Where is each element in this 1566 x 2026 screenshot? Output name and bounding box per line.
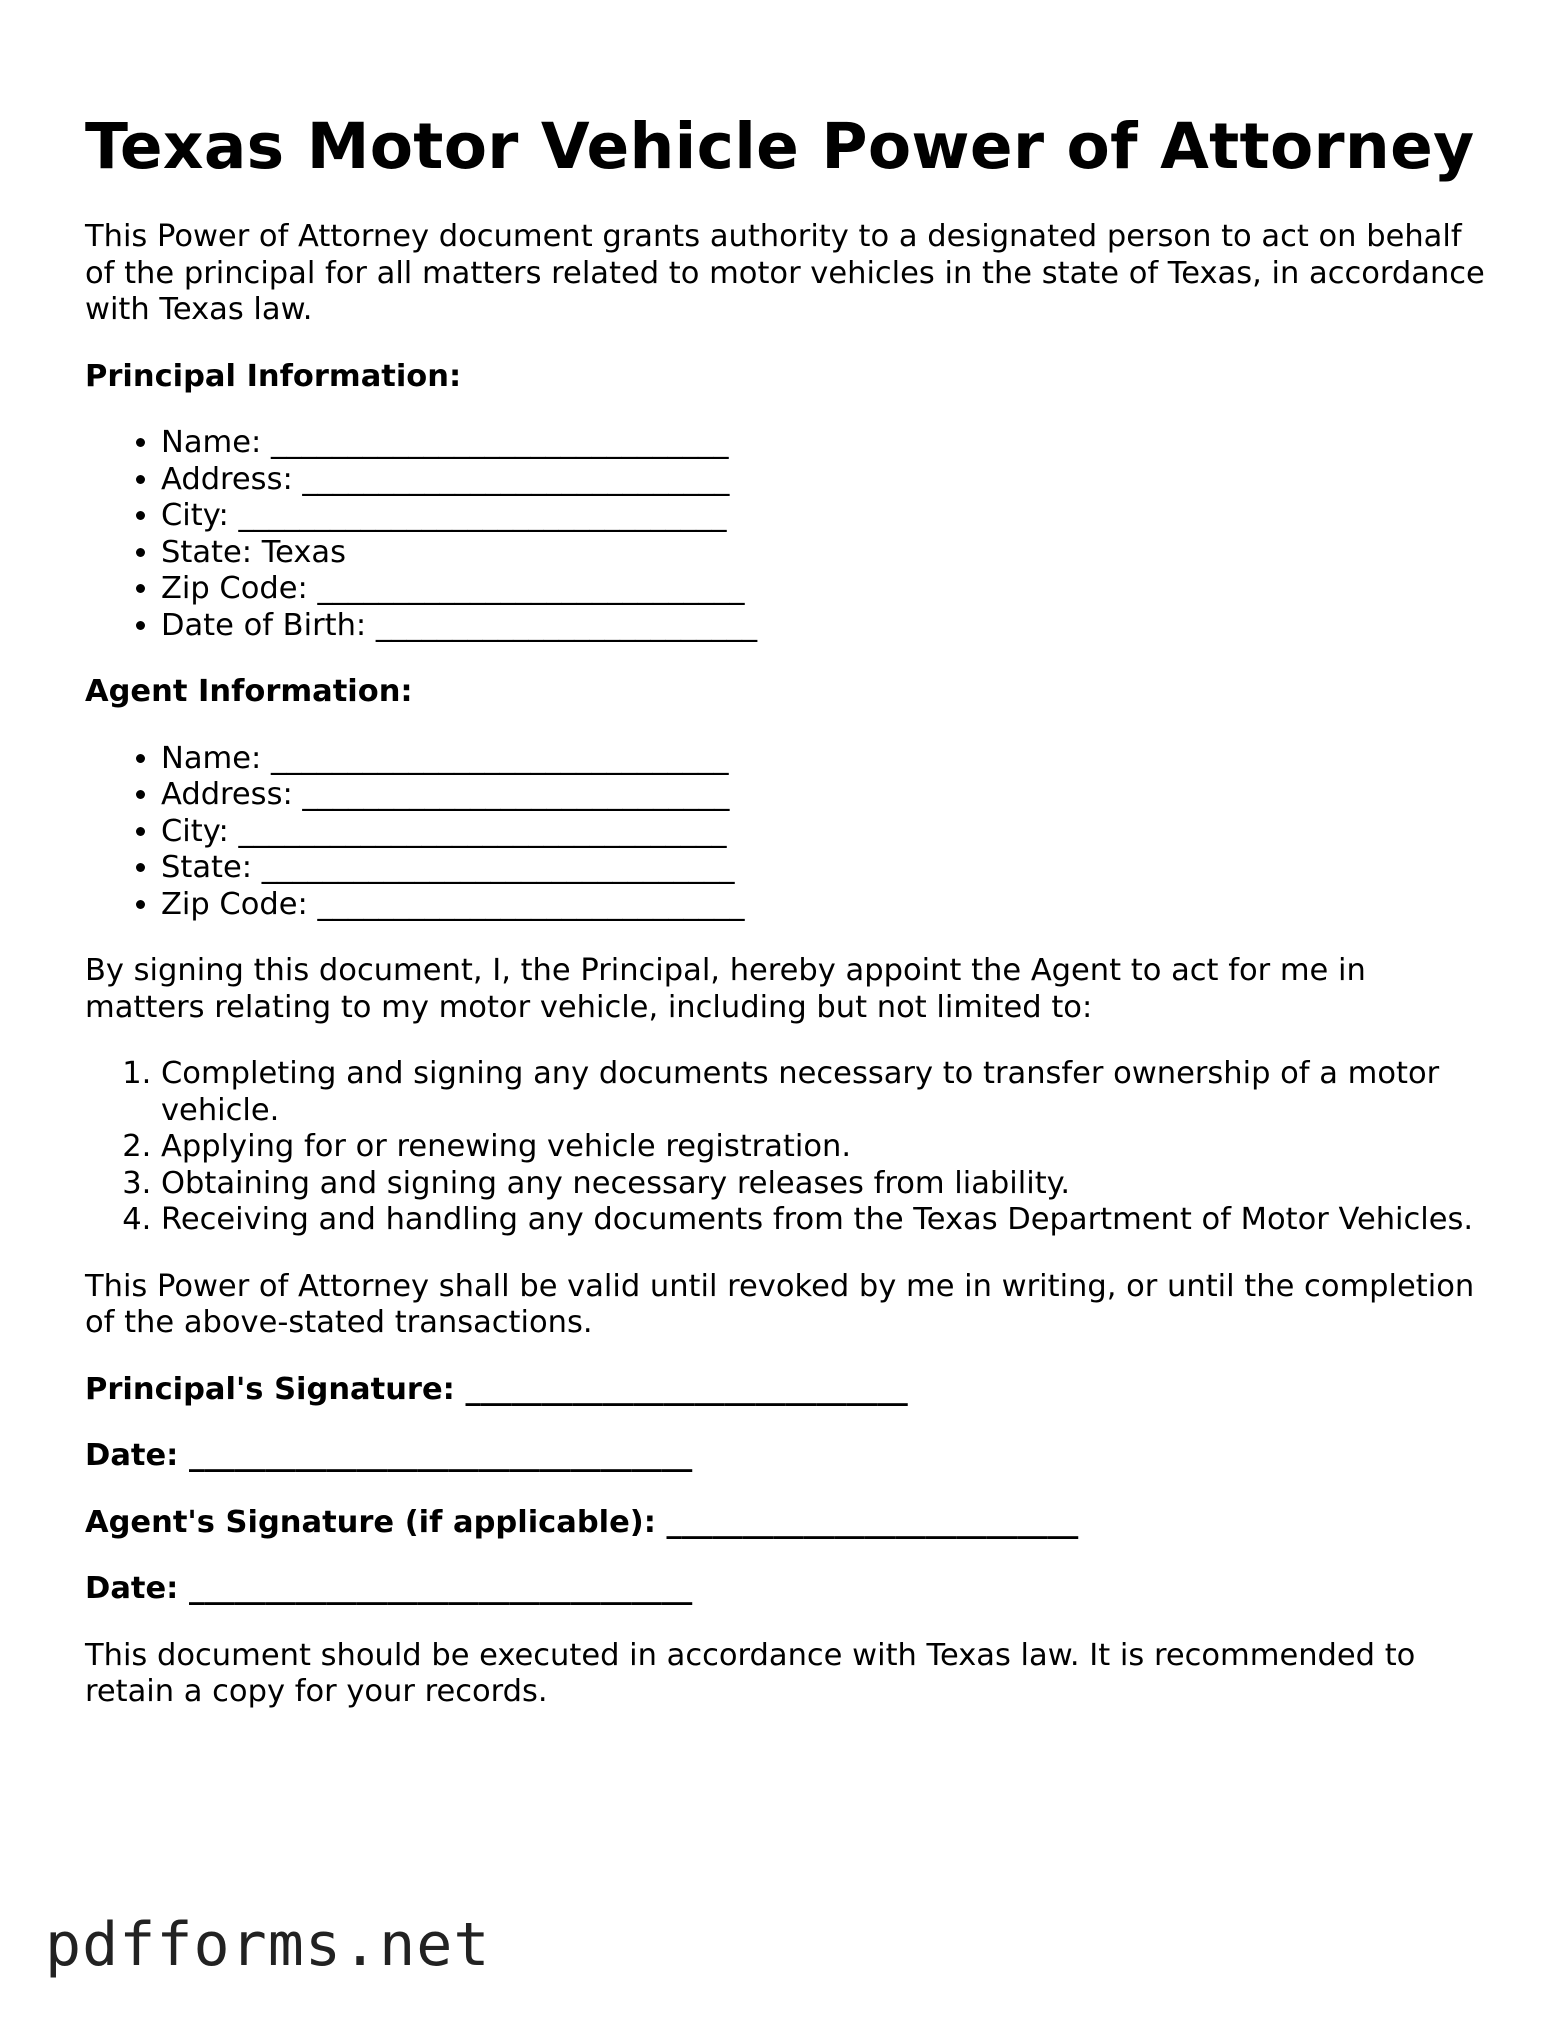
agent-name-field: • Name: ______________________________ <box>161 741 1485 778</box>
principal-zip-field: • Zip Code: ____________________________ <box>161 571 1485 608</box>
principal-signature-line: Principal's Signature: _____________________________ <box>85 1371 908 1407</box>
agent-state-field: • State: _______________________________ <box>161 850 1485 887</box>
principal-dob-field: • Date of Birth: _________________________ <box>161 608 1485 645</box>
document-page <box>85 105 1485 1711</box>
principal-date-line: Date: _________________________________ <box>85 1438 693 1473</box>
power-item-registration: 2. Applying for or renewing vehicle registration. <box>161 1129 1485 1166</box>
principal-name-field: • Name: ______________________________ <box>161 425 1485 462</box>
agent-address-field: • Address: ____________________________ <box>161 777 1485 814</box>
principal-state-field: • State: Texas <box>161 535 1485 572</box>
watermark-logo: pdfforms.net <box>45 1910 491 1980</box>
agent-date-line: Date: _________________________________ <box>85 1571 693 1606</box>
document-title: Texas Motor Vehicle Power of Attorney <box>85 110 1475 183</box>
principal-info-heading: Principal Information: <box>85 358 462 394</box>
agent-info-list <box>85 741 1485 924</box>
agent-city-field: • City: ________________________________ <box>161 814 1485 851</box>
powers-list <box>85 1056 1485 1239</box>
principal-address-field: • Address: ____________________________ <box>161 462 1485 499</box>
principal-city-field: • City: ________________________________ <box>161 498 1485 535</box>
appointment-paragraph: By signing this document, I, the Principal, hereby appoint the Agent to act for me in matters relating to my motor vehicle, including but not limited to: <box>85 953 1366 1025</box>
power-item-transfer: 1. Completing and signing any documents necessary to transfer ownership of a motor vehicle. <box>161 1056 1485 1129</box>
agent-signature-line: Agent's Signature (if applicable): ___________________________ <box>85 1504 1079 1540</box>
power-item-releases: 3. Obtaining and signing any necessary releases from liability. <box>161 1166 1485 1203</box>
intro-paragraph: This Power of Attorney document grants authority to a designated person to act on behalf of the principal for all matters related to motor vehicles in the state of Texas, in accordance with Texas law. <box>85 219 1485 327</box>
validity-paragraph: This Power of Attorney shall be valid until revoked by me in writing, or until the completion of the above-stated transactions. <box>85 1268 1475 1340</box>
principal-info-list <box>85 425 1485 644</box>
power-item-documents: 4. Receiving and handling any documents from the Texas Department of Motor Vehicles. <box>161 1202 1485 1239</box>
agent-zip-field: • Zip Code: ____________________________ <box>161 887 1485 924</box>
agent-info-heading: Agent Information: <box>85 674 413 709</box>
footer-note: This document should be executed in accordance with Texas law. It is recommended to retain a copy for your records. <box>85 1637 1416 1709</box>
